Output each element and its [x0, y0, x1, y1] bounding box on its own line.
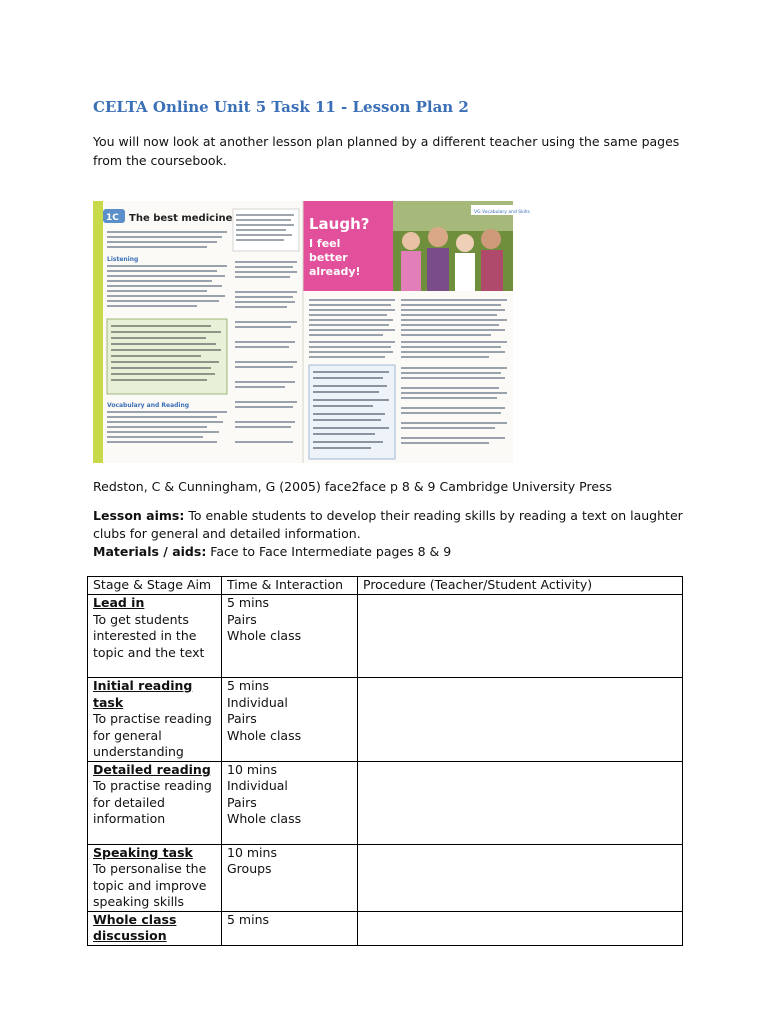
stage-name: Speaking task	[93, 844, 193, 860]
stage-aim-line: information	[93, 811, 166, 826]
stage-aim-line: for detailed	[93, 794, 165, 810]
stage-cell	[88, 844, 222, 911]
intro-paragraph: You will now look at another lesson plan planned by a different teacher using the same pages from the coursebook.	[93, 134, 680, 168]
lesson-aims-text: To enable students to develop their reading skills by reading a text on laughter clubs for general and detailed information.	[93, 508, 683, 541]
table-row	[88, 911, 683, 945]
stage-aim-line: speaking skills	[93, 894, 185, 909]
interaction-line: Pairs	[227, 794, 257, 810]
stage-aim-line: To practise reading	[93, 711, 212, 726]
feature-better: better	[309, 251, 348, 264]
procedure-cell	[358, 678, 683, 762]
procedure-cell	[358, 844, 683, 911]
stage-name: Detailed reading	[93, 761, 211, 777]
stage-cell	[88, 911, 222, 945]
stage-aim-line: To personalise the	[93, 861, 207, 876]
time-line: 5 mins	[227, 911, 270, 927]
stage-name: Lead in	[93, 595, 145, 610]
materials-text: Face to Face Intermediate pages 8 & 9	[206, 544, 452, 559]
interaction-line: Whole class	[227, 811, 302, 826]
time-line: 5 mins	[227, 595, 270, 610]
unit-number: 1C	[106, 213, 119, 223]
coursebook-tag: VG Vocabulary and Skills	[474, 210, 530, 215]
stage-aim-line: for general	[93, 727, 162, 743]
feature-already: already!	[309, 265, 361, 278]
coursebook-pages-image	[93, 201, 530, 463]
feature-i-feel: I feel	[309, 237, 341, 250]
stage-cell	[88, 678, 222, 762]
table-row	[88, 595, 683, 678]
stage-aim-line: topic and improve	[93, 877, 207, 893]
interaction-line: Groups	[227, 861, 272, 876]
table-row	[88, 844, 683, 911]
procedure-cell	[358, 761, 683, 844]
lesson-aims-label: Lesson aims:	[93, 508, 185, 523]
header-stage: Stage & Stage Aim	[88, 577, 222, 595]
citation: Redston, C & Cunningham, G (2005) face2face p 8 & 9 Cambridge University Press	[93, 479, 613, 494]
time-cell	[222, 844, 358, 911]
time-cell	[222, 678, 358, 762]
table-row	[88, 678, 683, 762]
interaction-line: Pairs	[227, 611, 257, 627]
stage-cell	[88, 761, 222, 844]
interaction-line: Pairs	[227, 711, 257, 726]
coursebook-heading: The best medicine	[129, 213, 233, 224]
stage-name: Whole class discussion	[93, 911, 177, 943]
time-cell	[222, 761, 358, 844]
stage-aim-line: topic and the text	[93, 644, 205, 660]
materials-label: Materials / aids:	[93, 544, 207, 559]
page-title: CELTA Online Unit 5 Task 11 - Lesson Plan 2	[93, 98, 469, 116]
stage-aim-line: To get students	[93, 611, 189, 627]
stage-cell	[88, 595, 222, 678]
interaction-line: Individual	[227, 694, 288, 710]
interaction-line: Whole class	[227, 628, 302, 643]
procedure-cell	[358, 911, 683, 945]
time-line: 10 mins	[227, 761, 277, 777]
time-cell	[222, 595, 358, 678]
header-procedure: Procedure (Teacher/Student Activity)	[358, 577, 683, 595]
header-time: Time & Interaction	[222, 577, 358, 595]
interaction-line: Individual	[227, 778, 288, 793]
time-line: 10 mins	[227, 844, 277, 860]
section-vocab-reading: Vocabulary and Reading	[107, 402, 190, 409]
table-header-row	[88, 577, 683, 595]
time-cell	[222, 911, 358, 945]
lesson-plan-table	[87, 576, 683, 946]
table-row	[88, 761, 683, 844]
procedure-cell	[358, 595, 683, 678]
stage-aim-line: interested in the	[93, 628, 197, 643]
lesson-details	[93, 507, 683, 561]
stage-name: Initial reading task	[93, 678, 193, 710]
stage-aim-line: To practise reading	[93, 778, 212, 793]
interaction-line: Whole class	[227, 727, 302, 743]
time-line: 5 mins	[227, 678, 270, 693]
section-listening: Listening	[107, 256, 139, 263]
stage-aim-line: understanding	[93, 744, 184, 759]
feature-laugh: Laugh?	[309, 215, 370, 233]
